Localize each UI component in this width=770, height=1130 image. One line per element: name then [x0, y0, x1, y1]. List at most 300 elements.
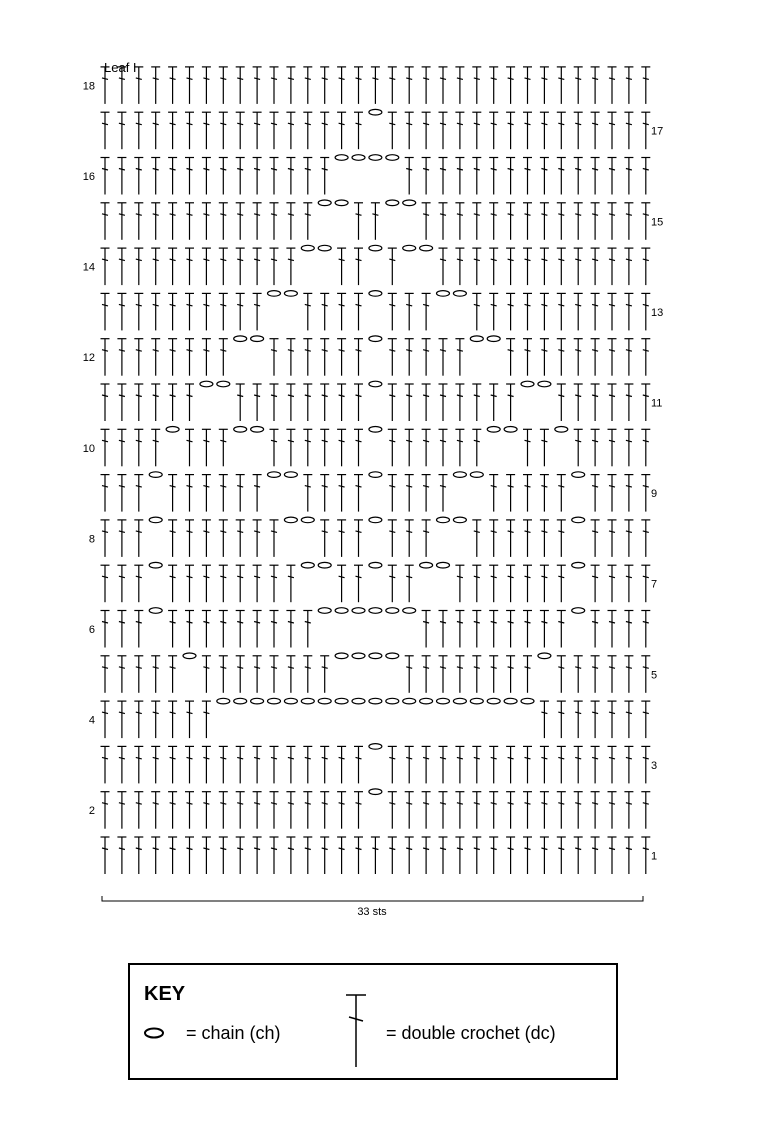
double-crochet-stitch	[489, 656, 498, 693]
chain-stitch	[200, 381, 213, 387]
double-crochet-stitch	[286, 248, 295, 285]
double-crochet-stitch	[270, 792, 279, 829]
row-8	[101, 517, 651, 557]
double-crochet-stitch	[202, 837, 211, 874]
double-crochet-stitch	[320, 112, 329, 149]
double-crochet-stitch	[286, 67, 295, 104]
row-label-9: 9	[651, 488, 658, 501]
chain-stitch	[369, 562, 382, 568]
double-crochet-stitch	[523, 656, 532, 693]
double-crochet-stitch	[388, 746, 397, 783]
double-crochet-stitch	[219, 520, 228, 557]
chain-stitch	[268, 698, 281, 704]
chain-stitch	[386, 608, 399, 614]
double-crochet-stitch	[236, 293, 245, 330]
double-crochet-stitch	[489, 565, 498, 602]
double-crochet-stitch	[117, 475, 126, 512]
chain-stitch	[251, 336, 264, 342]
double-crochet-stitch	[422, 429, 431, 466]
double-crochet-stitch	[439, 611, 448, 648]
double-crochet-stitch	[506, 520, 515, 557]
stitch-grid	[101, 67, 651, 874]
double-crochet-stitch	[422, 611, 431, 648]
double-crochet-stitch	[320, 792, 329, 829]
chain-stitch	[470, 472, 483, 478]
double-crochet-stitch	[591, 837, 600, 874]
double-crochet-stitch	[219, 611, 228, 648]
row-label-8: 8	[88, 533, 95, 546]
row-1	[101, 837, 651, 874]
double-crochet-stitch	[168, 293, 177, 330]
double-crochet-stitch	[574, 112, 583, 149]
chain-stitch	[420, 562, 433, 568]
chain-stitch	[183, 653, 196, 659]
double-crochet-stitch	[591, 112, 600, 149]
chain-stitch	[369, 653, 382, 659]
double-crochet-stitch	[523, 203, 532, 240]
row-5	[101, 653, 651, 693]
double-crochet-stitch	[489, 384, 498, 421]
double-crochet-stitch	[320, 384, 329, 421]
double-crochet-stitch	[337, 429, 346, 466]
row-7	[101, 562, 651, 602]
chain-stitch	[369, 291, 382, 297]
double-crochet-stitch	[168, 565, 177, 602]
double-crochet-stitch	[219, 792, 228, 829]
double-crochet-stitch	[320, 746, 329, 783]
double-crochet-stitch	[354, 837, 363, 874]
double-crochet-stitch	[472, 656, 481, 693]
double-crochet-stitch	[236, 203, 245, 240]
double-crochet-stitch	[591, 384, 600, 421]
chain-symbol-icon	[145, 1029, 163, 1038]
key-title: KEY	[144, 983, 186, 1005]
double-crochet-stitch	[506, 656, 515, 693]
double-crochet-stitch	[303, 112, 312, 149]
double-crochet-stitch	[472, 248, 481, 285]
double-crochet-stitch	[472, 746, 481, 783]
row-11	[101, 381, 651, 421]
double-crochet-stitch	[134, 656, 143, 693]
chain-stitch	[369, 744, 382, 750]
double-crochet-stitch	[591, 475, 600, 512]
double-crochet-stitch	[185, 248, 194, 285]
chain-stitch	[470, 336, 483, 342]
chain-stitch	[335, 200, 348, 206]
chart-title: Leaf I	[104, 60, 137, 75]
key-box	[128, 963, 618, 1080]
double-crochet-stitch	[455, 384, 464, 421]
double-crochet-stitch	[422, 837, 431, 874]
double-crochet-stitch	[574, 746, 583, 783]
double-crochet-stitch	[540, 565, 549, 602]
double-crochet-stitch	[101, 520, 110, 557]
double-crochet-stitch	[608, 611, 617, 648]
row-16	[101, 155, 651, 195]
double-crochet-stitch	[270, 112, 279, 149]
double-crochet-stitch	[422, 792, 431, 829]
double-crochet-stitch	[388, 837, 397, 874]
row-label-15: 15	[651, 216, 664, 229]
double-crochet-stitch	[286, 429, 295, 466]
double-crochet-stitch	[303, 384, 312, 421]
double-crochet-stitch	[624, 701, 633, 738]
double-crochet-stitch	[489, 248, 498, 285]
row-14	[101, 245, 651, 285]
chain-stitch	[217, 698, 230, 704]
double-crochet-stitch	[303, 656, 312, 693]
row-10	[101, 427, 651, 467]
double-crochet-stitch	[371, 67, 380, 104]
double-crochet-stitch	[253, 792, 262, 829]
chain-stitch	[369, 427, 382, 433]
double-crochet-stitch	[405, 746, 414, 783]
double-crochet-stitch	[506, 384, 515, 421]
double-crochet-stitch	[303, 67, 312, 104]
double-crochet-stitch	[388, 565, 397, 602]
row-label-5: 5	[651, 669, 658, 682]
double-crochet-stitch	[624, 293, 633, 330]
double-crochet-stitch	[101, 248, 110, 285]
double-crochet-stitch	[608, 429, 617, 466]
double-crochet-stitch	[134, 158, 143, 195]
double-crochet-stitch	[303, 837, 312, 874]
double-crochet-stitch	[557, 701, 566, 738]
double-crochet-stitch	[202, 67, 211, 104]
double-crochet-stitch	[270, 837, 279, 874]
double-crochet-stitch	[439, 656, 448, 693]
row-label-12: 12	[82, 352, 95, 365]
double-crochet-stitch	[117, 429, 126, 466]
row-9	[101, 472, 651, 512]
chain-stitch	[251, 698, 264, 704]
double-crochet-stitch	[134, 837, 143, 874]
double-crochet-stitch	[472, 837, 481, 874]
double-crochet-stitch	[219, 746, 228, 783]
double-crochet-stitch	[117, 158, 126, 195]
chain-stitch	[335, 698, 348, 704]
double-crochet-stitch	[405, 112, 414, 149]
double-crochet-stitch	[591, 339, 600, 376]
double-crochet-stitch	[337, 746, 346, 783]
double-crochet-stitch	[286, 158, 295, 195]
double-crochet-stitch	[608, 520, 617, 557]
double-crochet-stitch	[168, 656, 177, 693]
double-crochet-stitch	[608, 792, 617, 829]
double-crochet-stitch	[101, 792, 110, 829]
double-crochet-stitch	[117, 565, 126, 602]
double-crochet-stitch	[557, 611, 566, 648]
double-crochet-stitch	[591, 67, 600, 104]
double-crochet-stitch	[320, 67, 329, 104]
double-crochet-stitch	[134, 475, 143, 512]
double-crochet-stitch	[422, 203, 431, 240]
double-crochet-stitch	[624, 67, 633, 104]
double-crochet-stitch	[591, 203, 600, 240]
double-crochet-stitch	[641, 384, 650, 421]
double-crochet-stitch	[422, 112, 431, 149]
double-crochet-stitch	[117, 293, 126, 330]
double-crochet-stitch	[574, 203, 583, 240]
double-crochet-stitch	[455, 67, 464, 104]
double-crochet-stitch	[523, 429, 532, 466]
chain-stitch	[268, 472, 281, 478]
double-crochet-stitch	[219, 67, 228, 104]
double-crochet-stitch	[354, 203, 363, 240]
double-crochet-symbol-icon	[346, 995, 366, 1067]
chain-stitch	[284, 472, 297, 478]
double-crochet-stitch	[405, 792, 414, 829]
double-crochet-stitch	[185, 203, 194, 240]
double-crochet-stitch	[641, 701, 650, 738]
double-crochet-stitch	[202, 293, 211, 330]
double-crochet-stitch	[270, 339, 279, 376]
double-crochet-stitch	[185, 837, 194, 874]
double-crochet-stitch	[168, 203, 177, 240]
double-crochet-stitch	[286, 837, 295, 874]
chain-stitch	[149, 608, 162, 614]
double-crochet-stitch	[101, 565, 110, 602]
row-label-1: 1	[651, 850, 658, 863]
row-label-16: 16	[82, 171, 95, 183]
double-crochet-stitch	[472, 565, 481, 602]
double-crochet-stitch	[253, 112, 262, 149]
chain-stitch	[504, 427, 517, 433]
double-crochet-stitch	[641, 429, 650, 466]
double-crochet-stitch	[286, 565, 295, 602]
chain-stitch	[420, 698, 433, 704]
chain-stitch	[335, 653, 348, 659]
double-crochet-stitch	[168, 520, 177, 557]
double-crochet-stitch	[253, 67, 262, 104]
double-crochet-stitch	[608, 112, 617, 149]
double-crochet-stitch	[557, 792, 566, 829]
double-crochet-label: = double crochet (dc)	[386, 1023, 556, 1043]
double-crochet-stitch	[101, 837, 110, 874]
double-crochet-stitch	[134, 339, 143, 376]
double-crochet-stitch	[506, 158, 515, 195]
double-crochet-stitch	[151, 67, 160, 104]
double-crochet-stitch	[624, 203, 633, 240]
double-crochet-stitch	[270, 429, 279, 466]
double-crochet-stitch	[354, 475, 363, 512]
chain-stitch	[268, 291, 281, 297]
double-crochet-stitch	[219, 837, 228, 874]
double-crochet-stitch	[286, 203, 295, 240]
double-crochet-stitch	[185, 475, 194, 512]
double-crochet-stitch	[624, 611, 633, 648]
chain-stitch	[369, 789, 382, 795]
double-crochet-stitch	[540, 429, 549, 466]
double-crochet-stitch	[523, 746, 532, 783]
chain-stitch	[352, 155, 365, 161]
row-13	[101, 291, 651, 331]
chain-stitch	[572, 608, 585, 614]
double-crochet-stitch	[168, 701, 177, 738]
chain-stitch	[555, 427, 568, 433]
double-crochet-stitch	[117, 384, 126, 421]
double-crochet-stitch	[388, 384, 397, 421]
double-crochet-stitch	[388, 475, 397, 512]
double-crochet-stitch	[591, 248, 600, 285]
double-crochet-stitch	[219, 339, 228, 376]
double-crochet-stitch	[202, 701, 211, 738]
double-crochet-stitch	[405, 520, 414, 557]
double-crochet-stitch	[202, 339, 211, 376]
double-crochet-stitch	[253, 837, 262, 874]
double-crochet-stitch	[439, 67, 448, 104]
row-17	[101, 109, 651, 149]
double-crochet-stitch	[472, 792, 481, 829]
double-crochet-stitch	[101, 203, 110, 240]
double-crochet-stitch	[236, 158, 245, 195]
double-crochet-stitch	[253, 248, 262, 285]
double-crochet-stitch	[641, 792, 650, 829]
double-crochet-stitch	[117, 520, 126, 557]
double-crochet-stitch	[557, 339, 566, 376]
double-crochet-stitch	[101, 339, 110, 376]
double-crochet-stitch	[472, 203, 481, 240]
chain-stitch	[521, 698, 534, 704]
double-crochet-stitch	[388, 67, 397, 104]
double-crochet-stitch	[253, 293, 262, 330]
chain-stitch	[369, 155, 382, 161]
chain-stitch	[386, 200, 399, 206]
double-crochet-stitch	[405, 565, 414, 602]
double-crochet-stitch	[540, 746, 549, 783]
double-crochet-stitch	[151, 701, 160, 738]
double-crochet-stitch	[236, 565, 245, 602]
double-crochet-stitch	[354, 293, 363, 330]
chain-stitch	[369, 517, 382, 523]
double-crochet-stitch	[574, 792, 583, 829]
double-crochet-stitch	[574, 248, 583, 285]
double-crochet-stitch	[472, 429, 481, 466]
chain-stitch	[403, 698, 416, 704]
double-crochet-stitch	[303, 158, 312, 195]
double-crochet-stitch	[608, 475, 617, 512]
double-crochet-stitch	[523, 67, 532, 104]
double-crochet-stitch	[320, 475, 329, 512]
double-crochet-stitch	[270, 158, 279, 195]
double-crochet-stitch	[523, 837, 532, 874]
chain-stitch	[437, 517, 450, 523]
chain-stitch	[149, 472, 162, 478]
chain-stitch	[572, 472, 585, 478]
double-crochet-stitch	[134, 384, 143, 421]
double-crochet-stitch	[219, 293, 228, 330]
double-crochet-stitch	[641, 475, 650, 512]
width-bracket	[102, 896, 643, 901]
chain-stitch	[521, 381, 534, 387]
double-crochet-stitch	[270, 67, 279, 104]
double-crochet-stitch	[202, 746, 211, 783]
double-crochet-stitch	[489, 792, 498, 829]
double-crochet-stitch	[320, 520, 329, 557]
double-crochet-stitch	[337, 837, 346, 874]
double-crochet-stitch	[489, 203, 498, 240]
double-crochet-stitch	[270, 384, 279, 421]
chain-stitch	[453, 517, 466, 523]
double-crochet-stitch	[523, 248, 532, 285]
double-crochet-stitch	[489, 158, 498, 195]
double-crochet-stitch	[219, 158, 228, 195]
double-crochet-stitch	[202, 520, 211, 557]
double-crochet-stitch	[253, 565, 262, 602]
double-crochet-stitch	[168, 792, 177, 829]
row-label-2: 2	[88, 805, 95, 818]
chain-stitch	[318, 200, 331, 206]
double-crochet-stitch	[354, 67, 363, 104]
double-crochet-stitch	[388, 293, 397, 330]
double-crochet-stitch	[523, 158, 532, 195]
double-crochet-stitch	[624, 384, 633, 421]
double-crochet-stitch	[405, 158, 414, 195]
double-crochet-stitch	[253, 384, 262, 421]
double-crochet-stitch	[286, 611, 295, 648]
chain-stitch	[301, 245, 314, 251]
double-crochet-stitch	[472, 611, 481, 648]
double-crochet-stitch	[303, 475, 312, 512]
double-crochet-stitch	[489, 475, 498, 512]
double-crochet-stitch	[303, 792, 312, 829]
double-crochet-stitch	[253, 520, 262, 557]
double-crochet-stitch	[506, 565, 515, 602]
row-label-10: 10	[82, 442, 95, 455]
double-crochet-stitch	[591, 520, 600, 557]
double-crochet-stitch	[253, 203, 262, 240]
chain-stitch	[318, 608, 331, 614]
double-crochet-stitch	[641, 248, 650, 285]
double-crochet-stitch	[202, 248, 211, 285]
double-crochet-stitch	[354, 792, 363, 829]
double-crochet-stitch	[134, 293, 143, 330]
row-3	[101, 744, 651, 784]
double-crochet-stitch	[455, 112, 464, 149]
double-crochet-stitch	[185, 293, 194, 330]
chain-stitch	[538, 381, 551, 387]
double-crochet-stitch	[185, 611, 194, 648]
double-crochet-stitch	[608, 203, 617, 240]
double-crochet-stitch	[354, 429, 363, 466]
double-crochet-stitch	[439, 112, 448, 149]
double-crochet-stitch	[185, 112, 194, 149]
double-crochet-stitch	[439, 384, 448, 421]
double-crochet-stitch	[101, 112, 110, 149]
double-crochet-stitch	[506, 837, 515, 874]
chain-stitch	[538, 653, 551, 659]
chain-stitch	[437, 562, 450, 568]
double-crochet-stitch	[286, 656, 295, 693]
double-crochet-stitch	[388, 248, 397, 285]
double-crochet-stitch	[320, 158, 329, 195]
double-crochet-stitch	[439, 429, 448, 466]
double-crochet-stitch	[185, 67, 194, 104]
chain-stitch	[284, 517, 297, 523]
double-crochet-stitch	[168, 158, 177, 195]
double-crochet-stitch	[354, 520, 363, 557]
chain-label: = chain (ch)	[186, 1023, 281, 1043]
chain-stitch	[369, 381, 382, 387]
double-crochet-stitch	[624, 746, 633, 783]
double-crochet-stitch	[472, 158, 481, 195]
double-crochet-stitch	[506, 67, 515, 104]
chain-stitch	[403, 245, 416, 251]
double-crochet-stitch	[540, 293, 549, 330]
double-crochet-stitch	[185, 429, 194, 466]
row-label-11: 11	[651, 397, 663, 410]
double-crochet-stitch	[608, 837, 617, 874]
